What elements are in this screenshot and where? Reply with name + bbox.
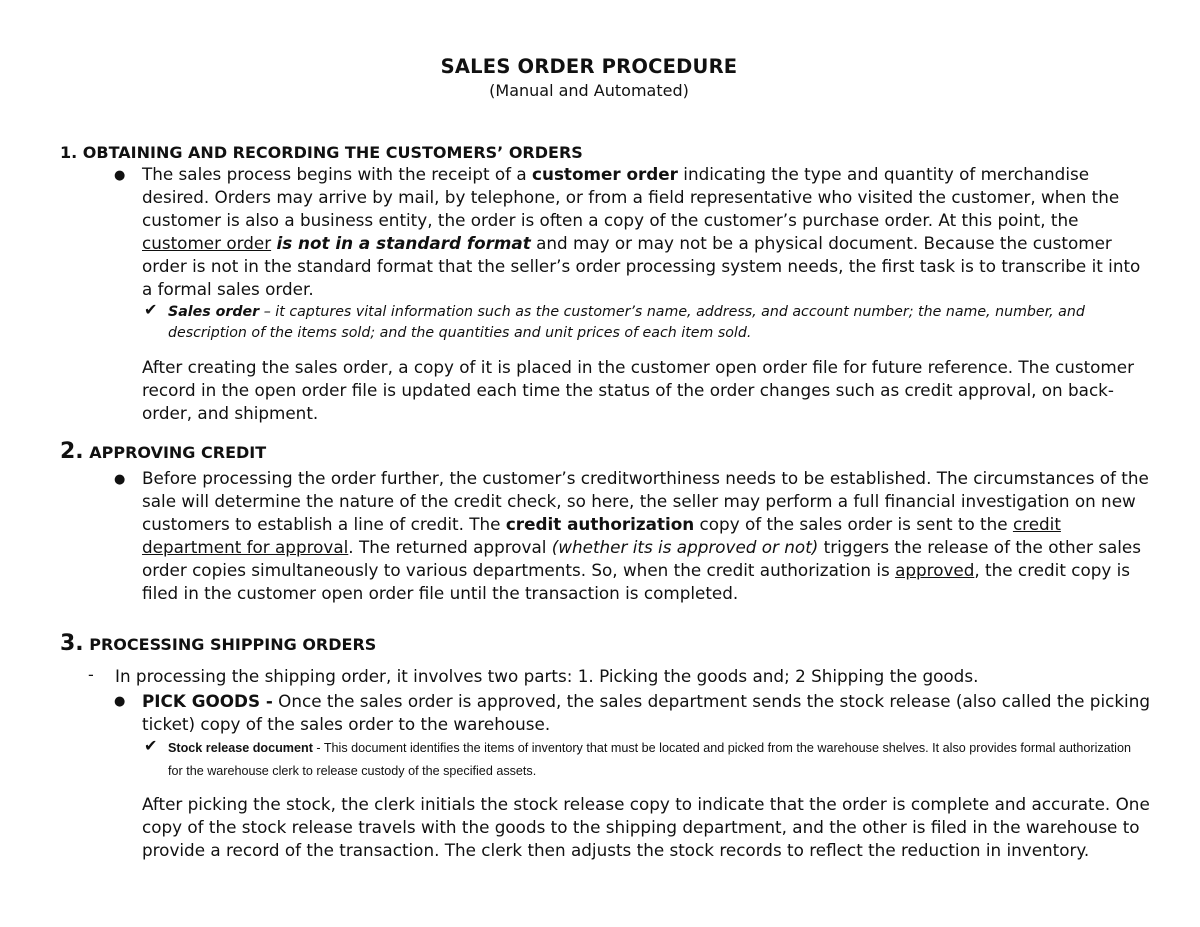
term-customer-order: customer order xyxy=(532,164,678,184)
underlined-credit-department: credit department for approval xyxy=(142,514,1061,557)
section-3-after-paragraph: After picking the stock, the clerk initials the stock release copy to indicate that the order is complete and accurate. One copy of the stock release travels with the goods to the shipping department, and the other is filed in the warehouse to provide a record of the transaction. The clerk then adjusts the stock records to reflect the reduction in inventory. xyxy=(142,794,1150,860)
emphasis-not-standard: is not in a standard format xyxy=(276,233,531,253)
check-icon: ✔ xyxy=(144,300,158,319)
bullet-icon: ● xyxy=(114,168,126,183)
underlined-customer-order: customer order xyxy=(142,233,272,253)
italic-approval-note: (whether its is approved or not) xyxy=(551,537,819,557)
section-1-bullet-text: The sales process begins with the receipt of a customer order indicating the type and quantity of merchandise desired. Orders may arrive by mail, by telephone, or from a field representative who visited the customer, when the customer is also a business entity, the order is often a copy of the customer’s purchase order. At this point, the customer order is not in a standard format and may or may not be a physical document. Because the customer order is not in the standard format that the seller’s order processing system needs, the first task is to transcribe it into a formal sales order. xyxy=(142,164,1141,299)
section-3-heading xyxy=(60,631,376,656)
section-3-dash-text: In processing the shipping order, it involves two parts: 1. Picking the goods and; 2 Shipping the goods. xyxy=(115,666,979,686)
term-pick-goods: PICK GOODS - xyxy=(142,691,273,711)
section-2-title: APPROVING CREDIT xyxy=(89,443,267,462)
section-1-heading xyxy=(60,143,583,162)
page-title: SALES ORDER PROCEDURE xyxy=(440,55,738,78)
stock-release-definition: Stock release document - This document identifies the items of inventory that must be located and picked from the warehouse shelves. It also provides formal authorization for the warehouse clerk to release custody of the specified assets. xyxy=(168,741,1131,778)
section-2-bullet-text: Before processing the order further, the customer’s creditworthiness needs to be established. The circumstances of the sale will determine the nature of the credit check, so here, the seller may perform a full financial investigation on new customers to establish a line of credit. The credit authorization copy of the sales order is sent to the credit department for approval. The returned approval (whether its is approved or not) triggers the release of the other sales order copies simultaneously to various departments. So, when the credit authorization is approved, the credit copy is filed in the customer open order file until the transaction is completed. xyxy=(142,468,1149,603)
term-credit-authorization: credit authorization xyxy=(505,514,695,534)
section-3-title: PROCESSING SHIPPING ORDERS xyxy=(89,635,377,654)
dash-marker: - xyxy=(88,665,94,684)
section-1-title: OBTAINING AND RECORDING THE CUSTOMERS’ ORDERS xyxy=(82,143,583,162)
section-1-number: 1. xyxy=(60,143,78,162)
section-1-after-paragraph: After creating the sales order, a copy of it is placed in the customer open order file for future reference. The customer record in the open order file is updated each time the status of the order changes such as credit approval, on back-order, and shipment. xyxy=(142,357,1135,423)
bullet-icon: ● xyxy=(114,694,126,709)
bullet-icon: ● xyxy=(114,472,126,487)
section-2-heading xyxy=(60,439,266,464)
check-icon: ✔ xyxy=(144,736,158,755)
section-3-number: 3. xyxy=(60,631,84,656)
section-2-number: 2. xyxy=(60,439,84,464)
sales-order-definition: Sales order – it captures vital information such as the customer’s name, address, and account number; the name, number, and description of the items sold; and the quantities and unit prices of each item sold. xyxy=(168,304,1085,341)
underlined-approved: approved xyxy=(895,560,975,580)
term-sales-order: Sales order xyxy=(168,304,260,320)
page-subtitle: (Manual and Automated) xyxy=(489,81,689,100)
term-stock-release-document: Stock release document xyxy=(168,741,313,755)
pick-goods-text: PICK GOODS - Once the sales order is approved, the sales department sends the stock release (also called the picking ticket) copy of the sales order to the warehouse. xyxy=(142,691,1150,734)
